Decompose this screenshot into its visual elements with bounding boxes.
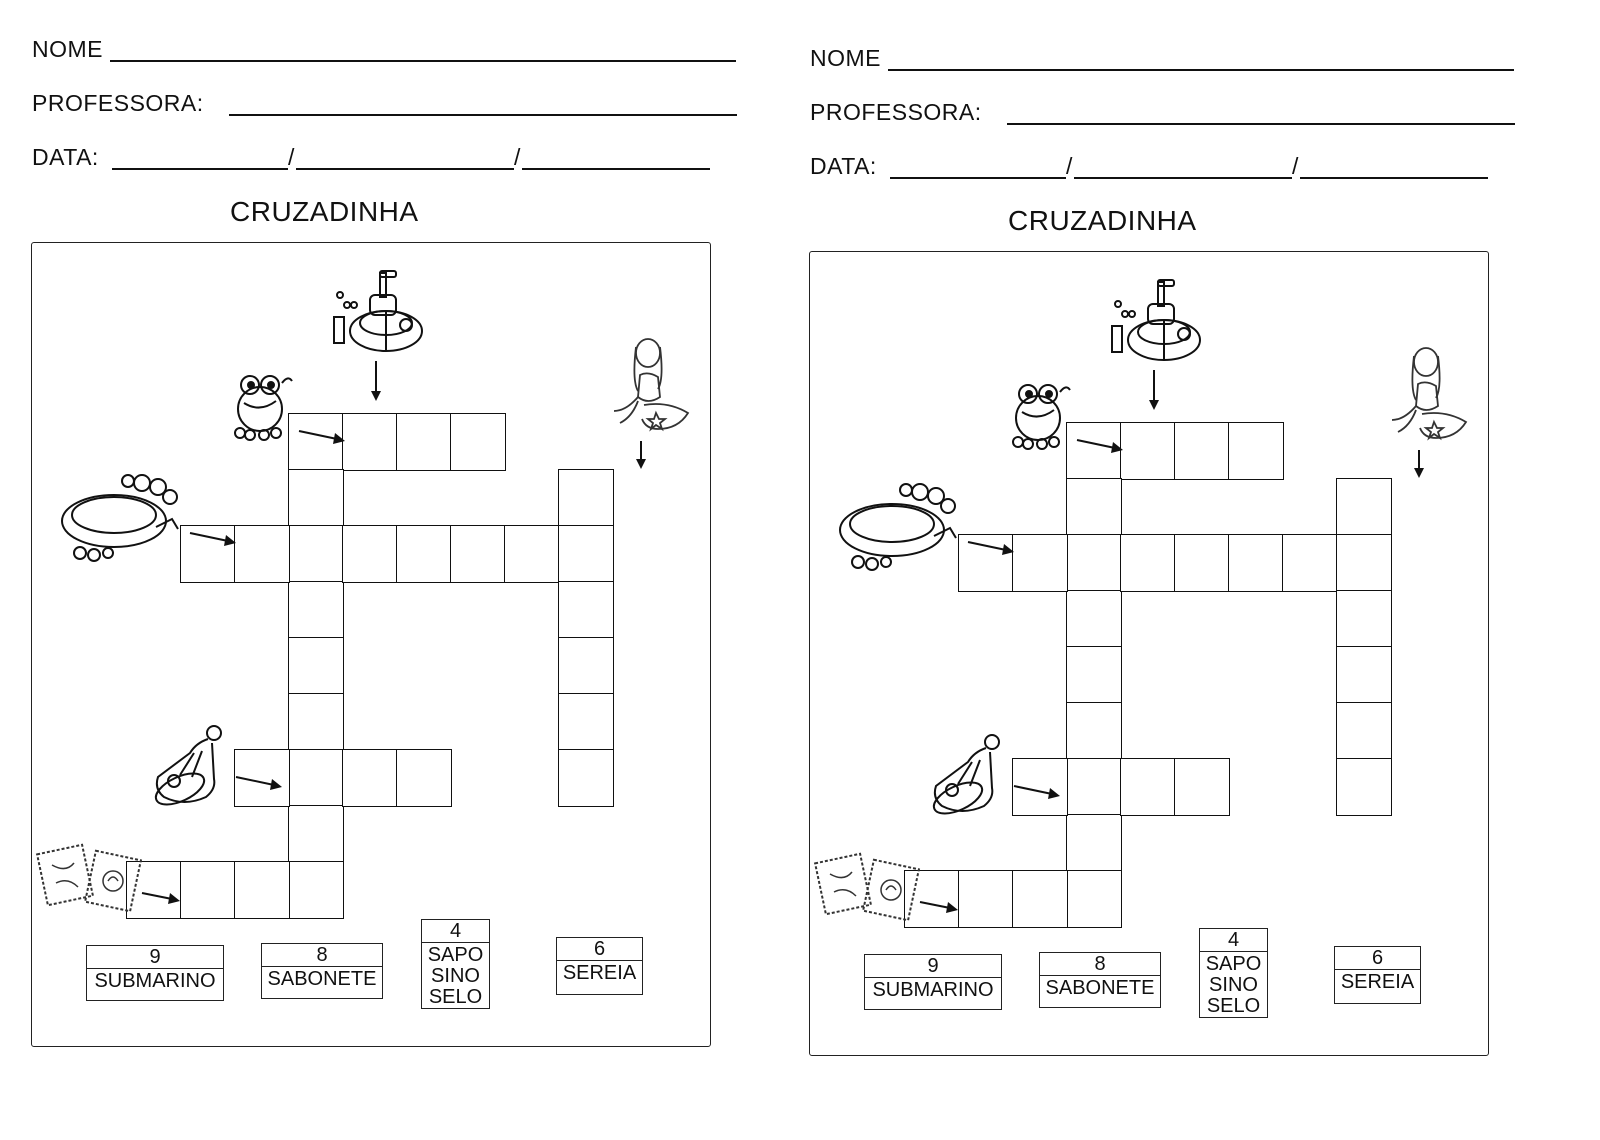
bell-icon	[928, 732, 1014, 818]
crossword-cell[interactable]	[450, 413, 506, 471]
letter-count: 8	[1040, 953, 1160, 976]
crossword-cell[interactable]	[558, 469, 614, 527]
crossword-cell[interactable]	[558, 637, 614, 695]
date-month-line[interactable]	[1074, 177, 1292, 179]
crossword-cell[interactable]	[558, 581, 614, 639]
crossword-cell[interactable]	[558, 749, 614, 807]
crossword-cell[interactable]	[958, 870, 1014, 928]
crossword-cell[interactable]	[342, 413, 398, 471]
letter-count: 4	[422, 920, 489, 943]
name-line[interactable]	[110, 60, 736, 62]
crossword-cell[interactable]	[288, 749, 344, 807]
crossword-cell[interactable]	[1120, 422, 1176, 480]
arrow-right-icon	[190, 529, 238, 549]
crossword-cell[interactable]	[288, 525, 344, 583]
teacher-line[interactable]	[229, 114, 737, 116]
soap-icon	[836, 480, 964, 572]
crossword-cell[interactable]	[234, 861, 290, 919]
date-day-line[interactable]	[112, 168, 288, 170]
word-bank-box	[556, 937, 643, 995]
date-month-line[interactable]	[296, 168, 514, 170]
name-label: NOME	[810, 45, 881, 71]
frog-icon	[1008, 378, 1078, 450]
letter-count: 8	[262, 944, 382, 967]
mermaid-icon	[608, 331, 694, 433]
soap-icon	[58, 471, 186, 563]
frog-icon	[230, 369, 300, 441]
crossword-cell[interactable]	[1066, 590, 1122, 648]
crossword-cell[interactable]	[396, 525, 452, 583]
crossword-cell[interactable]	[1336, 758, 1392, 816]
crossword-cell[interactable]	[234, 525, 290, 583]
crossword-cell[interactable]	[1120, 758, 1176, 816]
crossword-cell[interactable]	[1174, 534, 1230, 592]
stamps-icon	[816, 852, 920, 926]
word-bank-box	[864, 954, 1002, 1010]
crossword-cell[interactable]	[1228, 534, 1284, 592]
letter-count: 6	[1335, 947, 1420, 970]
letter-count: 9	[87, 946, 223, 969]
arrow-right-icon	[236, 773, 284, 793]
arrow-down-icon	[370, 361, 382, 403]
word-list: SABONETE	[267, 968, 377, 990]
crossword-cell[interactable]	[288, 637, 344, 695]
arrow-right-icon	[968, 538, 1016, 558]
word-bank-box	[261, 943, 383, 999]
word-list: SAPO SINO SELO	[1205, 953, 1262, 1017]
worksheet-left	[0, 0, 780, 1131]
crossword-cell[interactable]	[396, 749, 452, 807]
crossword-cell[interactable]	[1120, 534, 1176, 592]
date-day-line[interactable]	[890, 177, 1066, 179]
word-bank-box	[1334, 946, 1421, 1004]
crossword-cell[interactable]	[1012, 870, 1068, 928]
teacher-label: PROFESSORA:	[32, 90, 204, 116]
crossword-cell[interactable]	[1066, 758, 1122, 816]
crossword-cell[interactable]	[288, 469, 344, 527]
crossword-cell[interactable]	[1336, 478, 1392, 536]
crossword-cell[interactable]	[1066, 534, 1122, 592]
date-separator: /	[1066, 153, 1073, 179]
page-title: CRUZADINHA	[230, 196, 419, 227]
word-list: SABONETE	[1045, 977, 1155, 999]
crossword-cell[interactable]	[288, 805, 344, 863]
crossword-cell[interactable]	[558, 525, 614, 583]
letter-count: 4	[1200, 929, 1267, 952]
crossword-cell[interactable]	[342, 525, 398, 583]
word-bank-box	[1039, 952, 1161, 1008]
crossword-cell[interactable]	[1066, 646, 1122, 704]
crossword-cell[interactable]	[450, 525, 506, 583]
word-list: SUBMARINO	[872, 979, 994, 1001]
crossword-board	[31, 242, 711, 1047]
crossword-cell[interactable]	[1336, 646, 1392, 704]
crossword-cell[interactable]	[288, 581, 344, 639]
letter-count: 9	[865, 955, 1001, 978]
crossword-cell[interactable]	[1336, 534, 1392, 592]
crossword-cell[interactable]	[288, 693, 344, 751]
crossword-cell[interactable]	[1228, 422, 1284, 480]
crossword-board	[809, 251, 1489, 1056]
arrow-down-icon	[1413, 450, 1425, 480]
submarine-icon	[1108, 274, 1206, 366]
name-line[interactable]	[888, 69, 1514, 71]
letter-count: 6	[557, 938, 642, 961]
teacher-line[interactable]	[1007, 123, 1515, 125]
crossword-cell[interactable]	[1282, 534, 1338, 592]
arrow-down-icon	[635, 441, 647, 471]
word-list: SUBMARINO	[94, 970, 216, 992]
crossword-cell[interactable]	[1336, 702, 1392, 760]
worksheet-right	[778, 9, 1558, 1140]
arrow-right-icon	[142, 889, 182, 907]
date-separator: /	[1292, 153, 1299, 179]
crossword-cell[interactable]	[342, 749, 398, 807]
word-list: SEREIA	[1340, 971, 1415, 993]
arrow-right-icon	[1077, 436, 1125, 456]
date-separator: /	[288, 144, 295, 170]
crossword-cell[interactable]	[288, 861, 344, 919]
crossword-cell[interactable]	[1336, 590, 1392, 648]
crossword-cell[interactable]	[396, 413, 452, 471]
stamps-icon	[38, 843, 142, 917]
word-bank-box	[421, 919, 490, 1009]
arrow-right-icon	[299, 427, 347, 447]
word-list: SEREIA	[562, 962, 637, 984]
arrow-right-icon	[920, 898, 960, 916]
crossword-cell[interactable]	[1066, 478, 1122, 536]
crossword-cell[interactable]	[558, 693, 614, 751]
crossword-cell[interactable]	[1066, 814, 1122, 872]
word-bank-box	[1199, 928, 1268, 1018]
mermaid-icon	[1386, 340, 1472, 442]
teacher-label: PROFESSORA:	[810, 99, 982, 125]
submarine-icon	[330, 265, 428, 357]
crossword-cell[interactable]	[504, 525, 560, 583]
word-list: SAPO SINO SELO	[427, 944, 484, 1008]
crossword-cell[interactable]	[1066, 702, 1122, 760]
crossword-cell[interactable]	[180, 861, 236, 919]
crossword-cell[interactable]	[1174, 422, 1230, 480]
date-label: DATA:	[32, 144, 99, 170]
page-title: CRUZADINHA	[1008, 205, 1197, 236]
arrow-right-icon	[1014, 782, 1062, 802]
arrow-down-icon	[1148, 370, 1160, 412]
crossword-cell[interactable]	[1012, 534, 1068, 592]
date-year-line[interactable]	[522, 168, 710, 170]
crossword-cell[interactable]	[1066, 870, 1122, 928]
bell-icon	[150, 723, 236, 809]
date-label: DATA:	[810, 153, 877, 179]
date-year-line[interactable]	[1300, 177, 1488, 179]
name-label: NOME	[32, 36, 103, 62]
date-separator: /	[514, 144, 521, 170]
crossword-cell[interactable]	[1174, 758, 1230, 816]
word-bank-box	[86, 945, 224, 1001]
